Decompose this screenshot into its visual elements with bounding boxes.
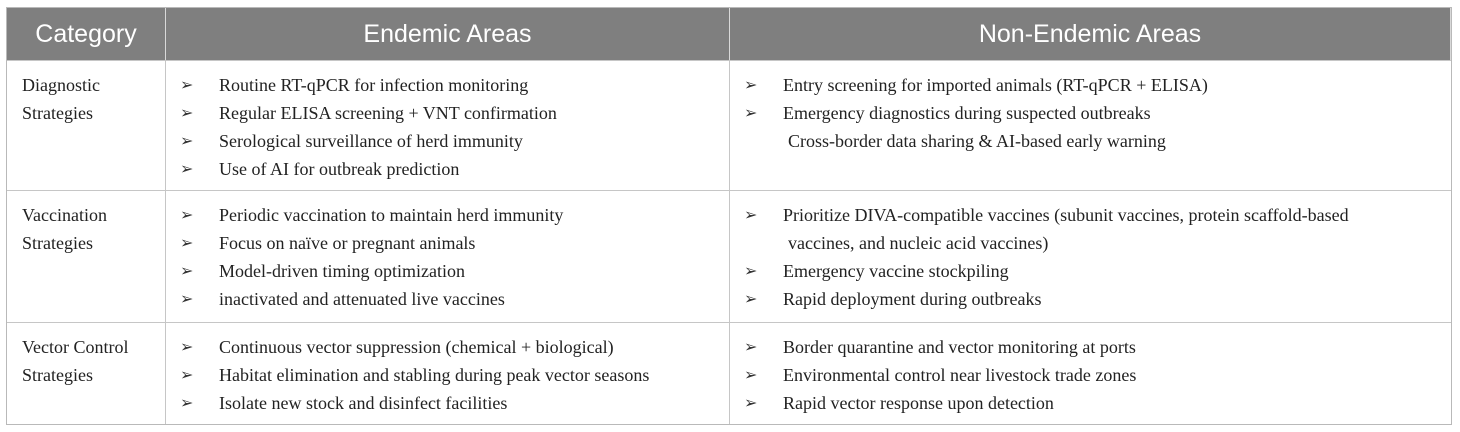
- category-cell: [7, 60, 166, 190]
- list-item: ➢ Environmental control near livestock trade zones: [744, 361, 1451, 389]
- arrow-bullet-icon: ➢: [744, 393, 758, 412]
- arrow-bullet-icon: ➢: [180, 393, 194, 412]
- non-endemic-cell: [730, 190, 1451, 322]
- list-item: ➢ Prioritize DIVA-compatible vaccines (subunit vaccines, protein scaffold-based: [744, 201, 1451, 229]
- header-non-endemic-areas: Non-Endemic Areas: [730, 8, 1451, 60]
- arrow-bullet-icon: ➢: [180, 337, 194, 356]
- arrow-bullet-icon: ➢: [744, 205, 758, 224]
- list-item-plain: Cross-border data sharing & AI-based early warning: [788, 131, 1166, 151]
- list-item: ➢ Routine RT-qPCR for infection monitoring: [180, 71, 729, 99]
- list-item: ➢ Periodic vaccination to maintain herd immunity: [180, 201, 729, 229]
- category-label: Strategies: [22, 103, 93, 123]
- header-category: Category: [7, 8, 166, 60]
- arrow-bullet-icon: ➢: [180, 75, 194, 94]
- list-item: ➢ Rapid vector response upon detection: [744, 389, 1451, 417]
- non-endemic-cell: [730, 322, 1451, 424]
- arrow-bullet-icon: ➢: [744, 289, 758, 308]
- endemic-cell: [166, 60, 730, 190]
- list-item-continuation: vaccines, and nucleic acid vaccines): [788, 233, 1049, 253]
- list-item: ➢ Model-driven timing optimization: [180, 257, 729, 285]
- arrow-bullet-icon: ➢: [744, 103, 758, 122]
- category-label: Strategies: [22, 233, 93, 253]
- list-item: ➢ Border quarantine and vector monitoring at ports: [744, 333, 1451, 361]
- category-label: Strategies: [22, 365, 93, 385]
- arrow-bullet-icon: ➢: [180, 205, 194, 224]
- arrow-bullet-icon: ➢: [744, 261, 758, 280]
- arrow-bullet-icon: ➢: [180, 131, 194, 150]
- list-item: ➢ Serological surveillance of herd immunity: [180, 127, 729, 155]
- non-endemic-cell: [730, 60, 1451, 190]
- category-label: Diagnostic: [22, 75, 100, 95]
- list-item: ➢ Focus on naïve or pregnant animals: [180, 229, 729, 257]
- list-item: ➢ inactivated and attenuated live vaccines: [180, 285, 729, 313]
- endemic-cell: [166, 190, 730, 322]
- endemic-cell: [166, 322, 730, 424]
- list-item: ➢ Habitat elimination and stabling during peak vector seasons: [180, 361, 729, 389]
- list-item: ➢ Emergency vaccine stockpiling: [744, 257, 1451, 285]
- list-item: ➢ Use of AI for outbreak prediction: [180, 155, 729, 183]
- category-label: Vaccination: [22, 205, 107, 225]
- arrow-bullet-icon: ➢: [744, 337, 758, 356]
- category-cell: [7, 190, 166, 322]
- arrow-bullet-icon: ➢: [180, 261, 194, 280]
- arrow-bullet-icon: ➢: [180, 103, 194, 122]
- strategy-table: [6, 7, 1452, 425]
- arrow-bullet-icon: ➢: [180, 159, 194, 178]
- category-cell: [7, 322, 166, 424]
- category-label: Vector Control: [22, 337, 129, 357]
- list-item: ➢ Regular ELISA screening + VNT confirmation: [180, 99, 729, 127]
- arrow-bullet-icon: ➢: [744, 75, 758, 94]
- list-item: ➢ Entry screening for imported animals (RT-qPCR + ELISA): [744, 71, 1451, 99]
- arrow-bullet-icon: ➢: [180, 365, 194, 384]
- arrow-bullet-icon: ➢: [744, 365, 758, 384]
- list-item: ➢ Rapid deployment during outbreaks: [744, 285, 1451, 313]
- list-item: ➢ Emergency diagnostics during suspected outbreaks: [744, 99, 1451, 127]
- list-item: ➢ Continuous vector suppression (chemical + biological): [180, 333, 729, 361]
- arrow-bullet-icon: ➢: [180, 233, 194, 252]
- list-item: ➢ Isolate new stock and disinfect facilities: [180, 389, 729, 417]
- header-endemic-areas: Endemic Areas: [166, 8, 730, 60]
- arrow-bullet-icon: ➢: [180, 289, 194, 308]
